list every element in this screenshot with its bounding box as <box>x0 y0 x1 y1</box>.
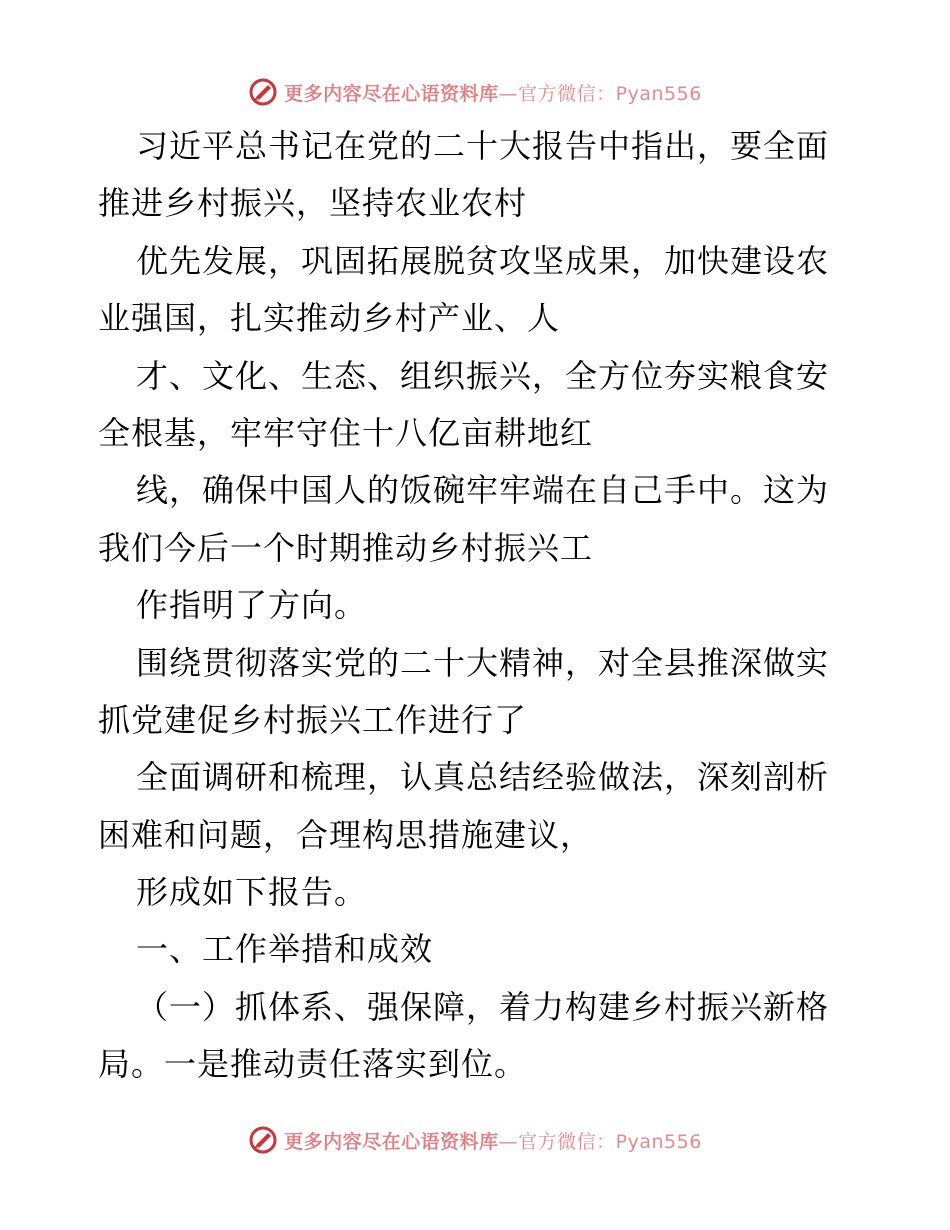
watermark-text: 更多内容尽在心语资料库—官方微信：Pyan556 <box>284 1130 702 1153</box>
text-line: 推进乡村振兴，坚持农业农村 <box>98 184 528 223</box>
text-line: 形成如下报告。 <box>136 873 368 912</box>
document-body <box>98 118 858 1094</box>
pen-seal-logo-icon <box>248 1125 278 1155</box>
text-line: 围绕贯彻落实党的二十大精神，对全县推深做实 <box>136 643 830 682</box>
header-watermark <box>0 72 950 112</box>
footer-watermark <box>0 1120 950 1160</box>
text-line: 才、文化、生态、组织振兴，全方位夯实粮食安 <box>136 356 830 395</box>
text-line: 线，确保中国人的饭碗牢牢端在自己手中。这为 <box>136 471 830 510</box>
watermark-text: 更多内容尽在心语资料库—官方微信：Pyan556 <box>284 82 702 105</box>
text-line: 抓党建促乡村振兴工作进行了 <box>98 700 528 739</box>
text-line: 一、工作举措和成效 <box>136 930 434 969</box>
text-line: 业强国，扎实推动乡村产业、人 <box>98 299 561 338</box>
text-line: （一）抓体系、强保障，着力构建乡村振兴新格 <box>136 987 830 1026</box>
text-line: 局。一是推动责任落实到位。 <box>98 1045 528 1084</box>
text-line: 作指明了方向。 <box>136 586 368 625</box>
text-line: 全根基，牢牢守住十八亿亩耕地红 <box>98 413 594 452</box>
text-line: 习近平总书记在党的二十大报告中指出，要全面 <box>136 127 830 165</box>
text-line: 困难和问题，合理构思措施建议， <box>98 815 594 854</box>
text-line: 全面调研和梳理，认真总结经验做法，深刻剖析 <box>136 758 830 797</box>
text-line: 我们今后一个时期推动乡村振兴工 <box>98 528 594 567</box>
text-line: 优先发展，巩固拓展脱贫攻坚成果，加快建设农 <box>136 241 830 280</box>
pen-seal-logo-icon <box>248 77 278 107</box>
